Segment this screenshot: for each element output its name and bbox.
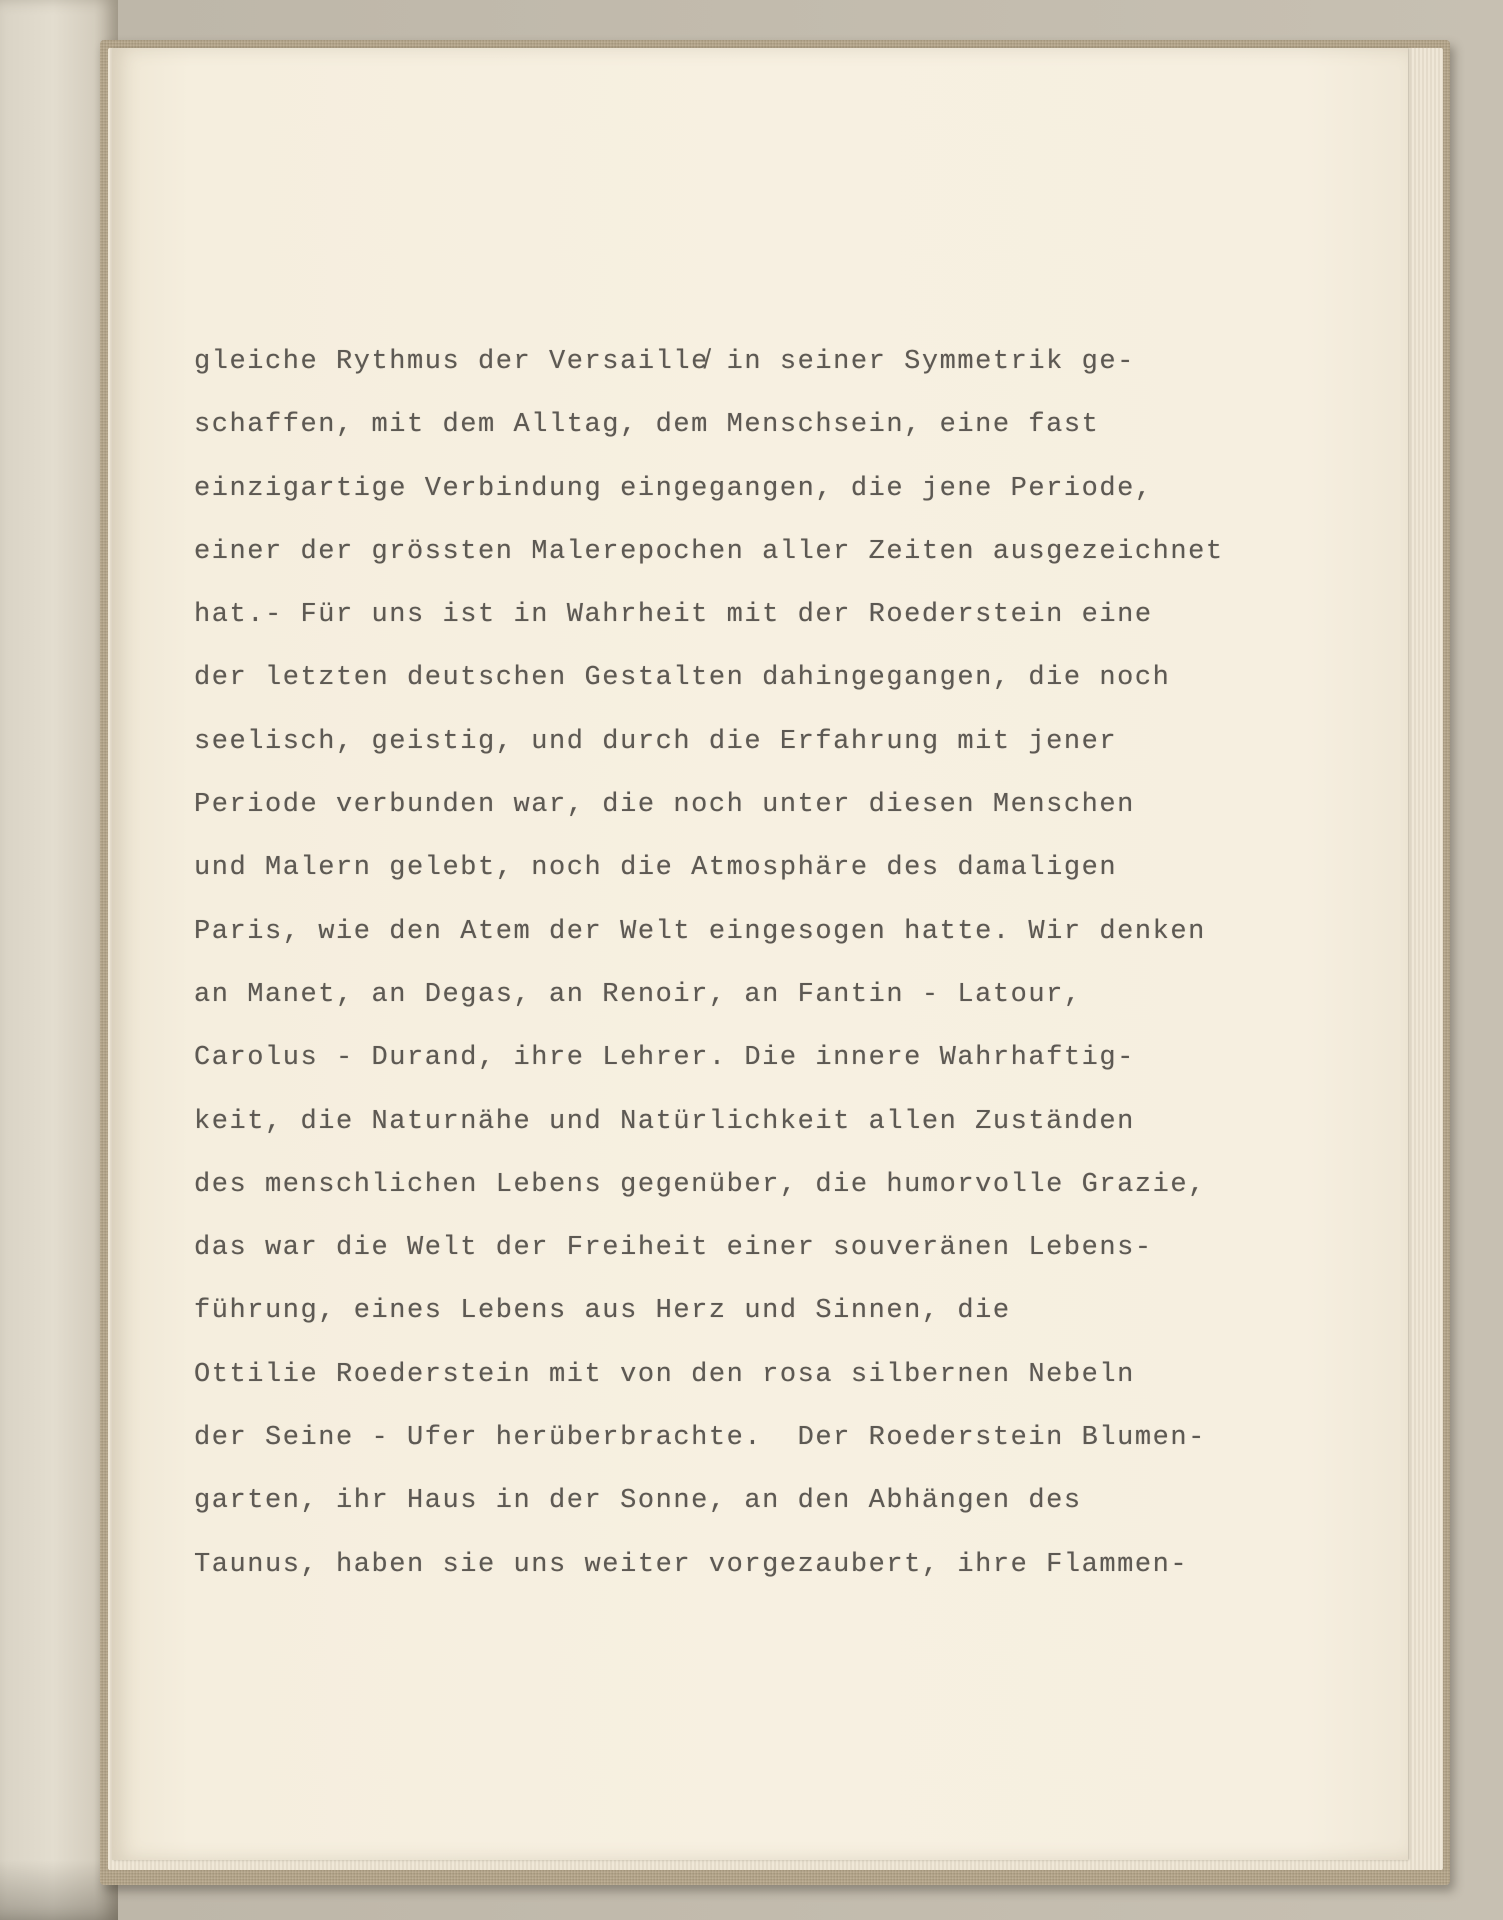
- text-line: der Seine - Ufer herüberbrachte. Der Roederstein Blumen-: [194, 1423, 1206, 1454]
- text-line: hat.- Für uns ist in Wahrheit mit der Roederstein eine: [194, 600, 1153, 631]
- text-line: einer der grössten Malerepochen aller Zeiten ausgezeichnet: [194, 536, 1224, 567]
- text-line: einzigartige Verbindung eingegangen, die jene Periode,: [194, 473, 1153, 504]
- text-line: das war die Welt der Freiheit einer souveränen Lebens-: [194, 1233, 1153, 1264]
- text-line: und Malern gelebt, noch die Atmosphäre des damaligen: [194, 853, 1118, 884]
- typed-text-block: [194, 331, 1394, 1597]
- text-line: des menschlichen Lebens gegenüber, die humorvolle Grazie,: [194, 1169, 1206, 1200]
- text-line: Periode verbunden war, die noch unter diesen Menschen: [194, 790, 1135, 821]
- text-line: schaffen, mit dem Alltag, dem Menschsein, eine fast: [194, 410, 1100, 441]
- typewritten-page: [112, 48, 1408, 1860]
- text-line: der letzten deutschen Gestalten dahingegangen, die noch: [194, 663, 1171, 694]
- text-line: Paris, wie den Atem der Welt eingesogen hatte. Wir denken: [194, 916, 1206, 947]
- text-line: keit, die Naturnähe und Natürlichkeit allen Zuständen: [194, 1106, 1135, 1137]
- text-line: führung, eines Lebens aus Herz und Sinnen, die: [194, 1296, 1011, 1327]
- text-line: Carolus - Durand, ihre Lehrer. Die innere Wahrhaftig-: [194, 1043, 1135, 1074]
- text-line: an Manet, an Degas, an Renoir, an Fantin - Latour,: [194, 979, 1082, 1010]
- text-line: gleiche Rythmus der Versaille̸ in seiner Symmetrik ge-: [194, 347, 1135, 377]
- text-line: seelisch, geistig, und durch die Erfahrung mit jener: [194, 726, 1118, 757]
- text-line: Taunus, haben sie uns weiter vorgezaubert, ihre Flammen-: [194, 1549, 1189, 1580]
- text-line: Ottilie Roederstein mit von den rosa silbernen Nebeln: [194, 1359, 1135, 1390]
- text-line: garten, ihr Haus in der Sonne, an den Abhängen des: [194, 1486, 1082, 1517]
